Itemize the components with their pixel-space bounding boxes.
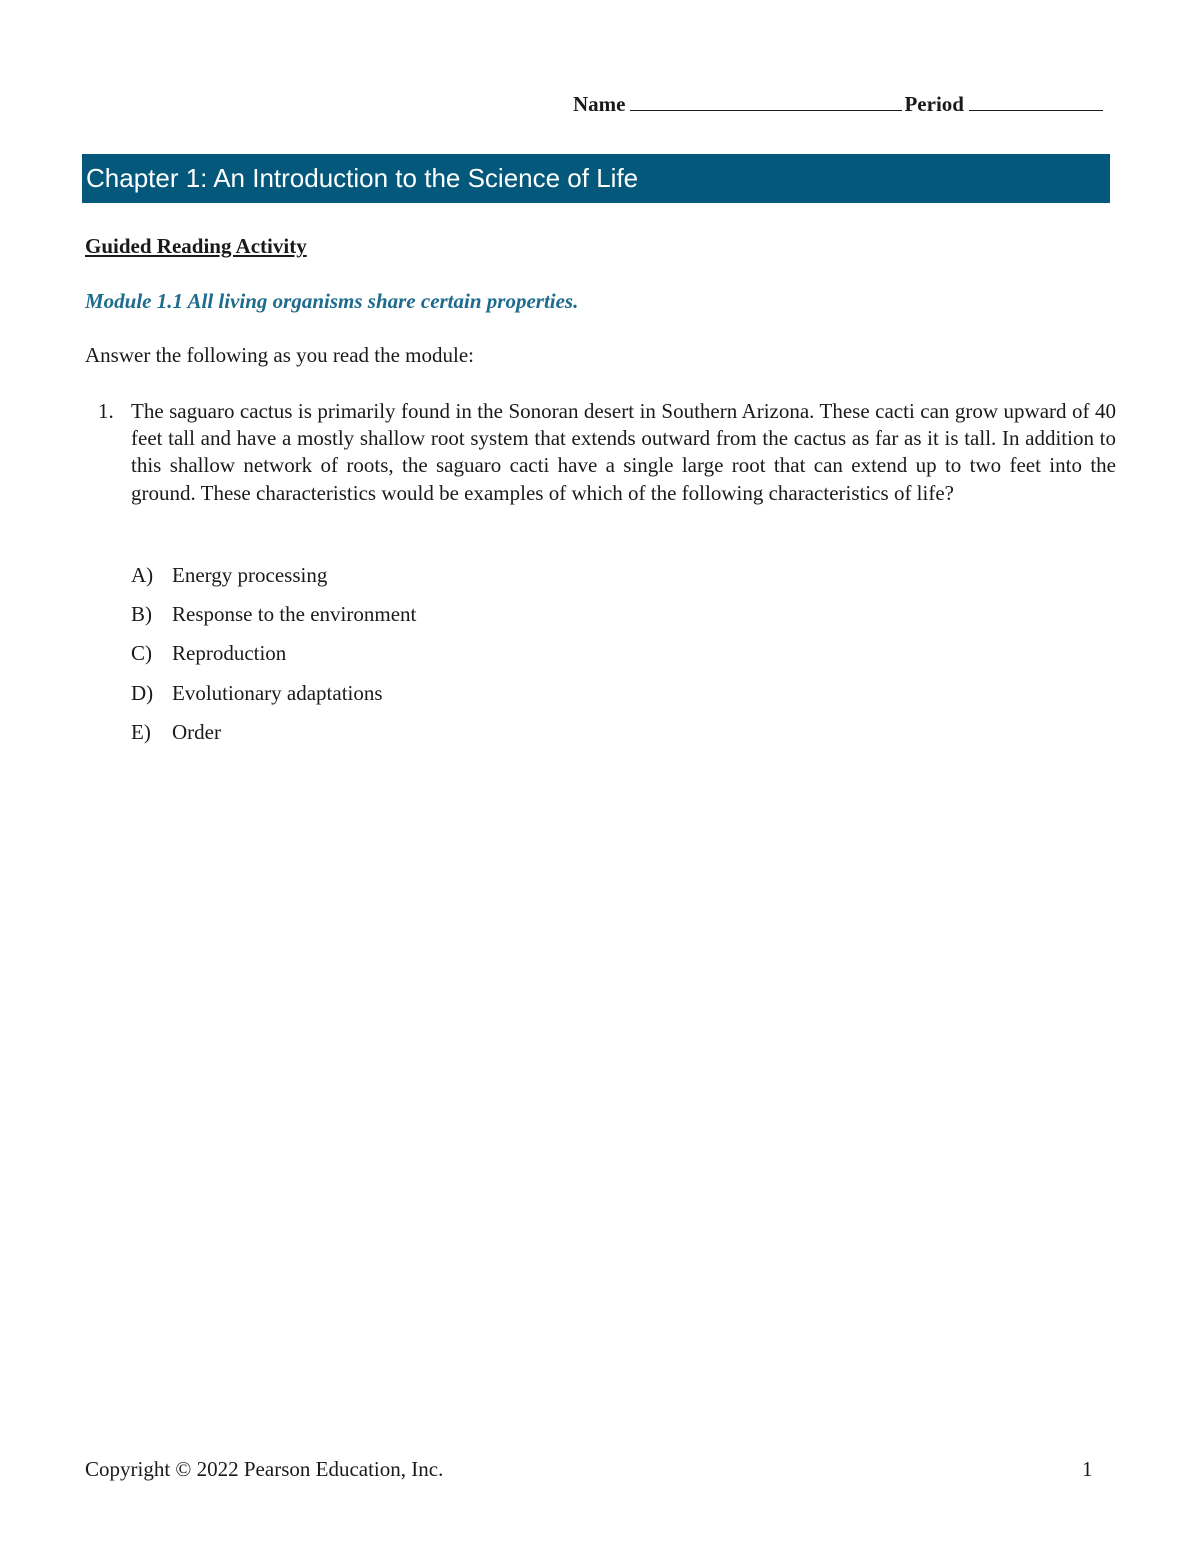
choice-a[interactable] [131,562,416,601]
question-text: The saguaro cactus is primarily found in the Sonoran desert in Southern Arizona. These cacti can grow upward of 40 feet tall and have a mostly shallow root system that extends outward from the cactus as far as it is tall. In addition to this shallow network of roots, the saguaro cacti have a single large root that can extend up to two feet into the ground. These characteristics would be examples of which of the following characteristics of life? [131,399,1116,505]
choice-text: Energy processing [172,563,328,587]
period-label: Period [904,92,964,116]
name-period-line [573,90,1105,117]
period-blank[interactable] [969,90,1103,111]
choice-letter: B) [131,602,152,627]
choice-letter: D) [131,680,154,705]
choice-c[interactable] [131,640,416,679]
choice-text: Reproduction [172,641,287,666]
choice-letter: A) [131,563,154,587]
choice-b[interactable] [131,601,416,640]
choice-text: Response to the environment [172,602,417,627]
question-number: 1. [98,399,114,423]
chapter-title: Chapter 1: An Introduction to the Science of Life [86,163,639,193]
module-title: Module 1.1 All living organisms share certain properties. [85,289,579,313]
choice-text: Order [172,719,221,744]
section-heading: Guided Reading Activity [85,234,307,258]
name-label: Name [573,92,626,116]
question-1 [98,398,1116,507]
choice-d[interactable] [131,680,416,719]
page-number: 1 [1082,1457,1093,1481]
answer-choices [131,562,416,758]
choice-text: Evolutionary adaptations [172,680,383,705]
choice-letter: C) [131,641,152,666]
chapter-banner [82,154,1110,203]
footer-copyright: Copyright © 2022 Pearson Education, Inc. [85,1457,444,1481]
instructions-text: Answer the following as you read the module: [85,343,474,367]
name-blank[interactable] [630,90,902,111]
choice-e[interactable] [131,719,416,758]
choice-letter: E) [131,719,151,744]
